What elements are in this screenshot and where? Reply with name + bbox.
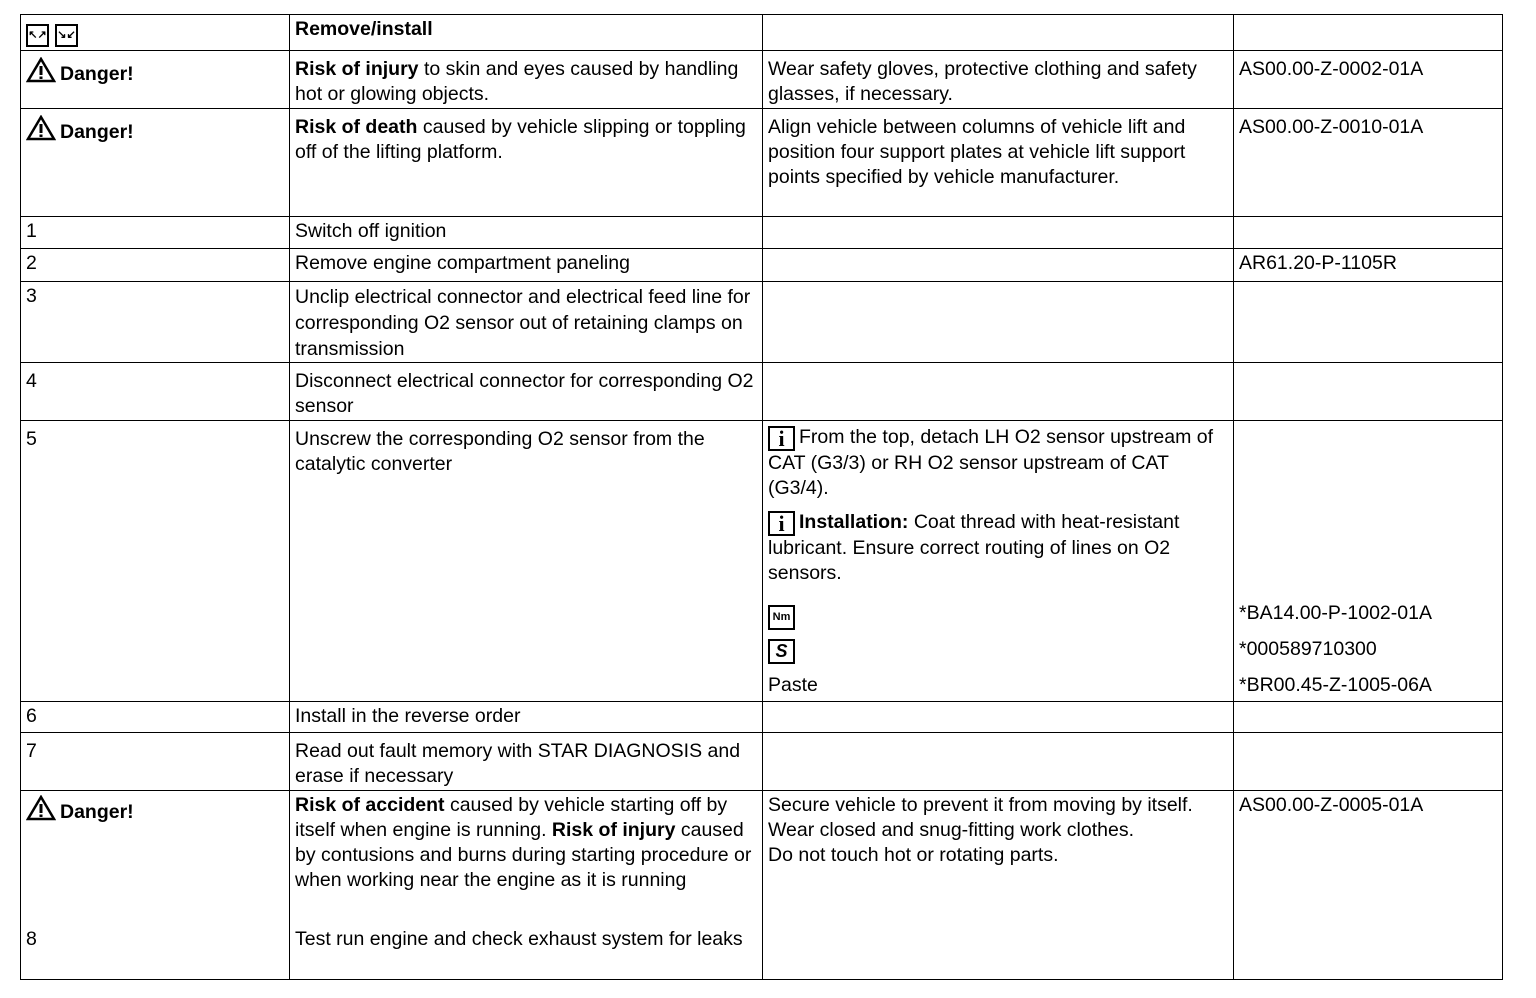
danger-row [21,109,1503,217]
step-number: 7 [21,733,290,791]
danger-label: Danger! [60,63,134,85]
step-row [21,217,1503,249]
reference-link[interactable]: AS00.00-Z-0010-01A [1234,109,1503,217]
torque-reference-link[interactable]: *BA14.00-P-1002-01A [1239,602,1432,624]
risk-title: Risk of injury [295,58,419,80]
info-icon: i [768,511,795,536]
safety-measure: Wear safety gloves, protective clothing and safety glasses, if necessary. [763,51,1234,109]
step-number: 6 [21,702,290,733]
step-text: Read out fault memory with STAR DIAGNOSIS and erase if necessary [290,733,763,791]
step-number: 5 [21,421,290,702]
expand-icon[interactable]: ↖↗ [26,24,49,47]
step-row [21,421,1503,702]
danger-label: Danger! [60,121,134,143]
step-number: 2 [21,249,290,282]
torque-icon[interactable]: Nm [768,605,795,630]
step-text: Install in the reverse order [290,702,763,733]
step-text: Disconnect electrical connector for corresponding O2 sensor [290,363,763,421]
safety-measure: Wear closed and snug-fitting work clothes. [768,819,1134,841]
safety-measure: Align vehicle between columns of vehicle lift and position four support plates at vehicle lift support points specified by vehicle manufacturer. [763,109,1234,217]
step-row [21,249,1503,282]
procedure-table [20,14,1503,980]
risk-text: to skin and eyes caused by handling hot or glowing objects. [295,58,739,105]
special-tool-icon[interactable]: S [768,639,795,664]
header-row [21,15,1503,51]
reference-link[interactable]: AS00.00-Z-0002-01A [1234,51,1503,109]
info-note: From the top, detach LH O2 sensor upstream of CAT (G3/3) or RH O2 sensor upstream of CAT (G3/4). [768,426,1214,499]
danger-label: Danger! [60,801,134,823]
section-title: Remove/install [295,18,433,40]
risk-text: caused by vehicle slipping or toppling off of the lifting platform. [295,116,746,163]
warning-icon [26,115,56,141]
note-title: Installation: [799,511,909,533]
risk-title: Risk of death [295,116,418,138]
paste-reference-link[interactable]: *BR00.45-Z-1005-06A [1239,674,1432,696]
safety-measure: Secure vehicle to prevent it from moving by itself. [768,794,1193,816]
step-text: Remove engine compartment paneling [290,249,763,282]
step-text: Unclip electrical connector and electrical feed line for corresponding O2 sensor out of retaining clamps on transmission [290,282,763,363]
info-icon: i [768,426,795,451]
safety-measure: Do not touch hot or rotating parts. [768,844,1059,866]
risk-title: Risk of accident [295,794,445,816]
danger-row [21,51,1503,109]
reference-link[interactable]: AS00.00-Z-0005-01A [1234,791,1503,980]
step-text: Unscrew the corresponding O2 sensor from the catalytic converter [290,421,763,702]
risk-text: caused by contusions and burns during starting procedure or when working near the engine as it is running [295,819,752,891]
risk-title: Risk of injury [551,819,676,841]
risk-text: caused by vehicle starting off by itself when engine is running. [295,794,728,841]
step-number: 3 [21,282,290,363]
warning-icon [26,57,56,83]
info-note: Coat thread with heat-resistant lubricant. Ensure correct routing of lines on O2 sensors. [768,511,1180,584]
warning-icon [26,795,56,821]
step-row [21,282,1503,363]
step-number: 8 [26,928,37,950]
reference-link[interactable]: AR61.20-P-1105R [1234,249,1503,282]
step-row [21,702,1503,733]
step-number: 4 [21,363,290,421]
collapse-icon[interactable]: ↘↙ [55,24,78,47]
step-row [21,733,1503,791]
paste-label: Paste [768,674,818,696]
step-text: Test run engine and check exhaust system for leaks [295,928,743,950]
step-text: Switch off ignition [290,217,763,249]
tool-reference-link[interactable]: *000589710300 [1239,638,1377,660]
danger-step-row [21,791,1503,980]
step-row [21,363,1503,421]
step-number: 1 [21,217,290,249]
